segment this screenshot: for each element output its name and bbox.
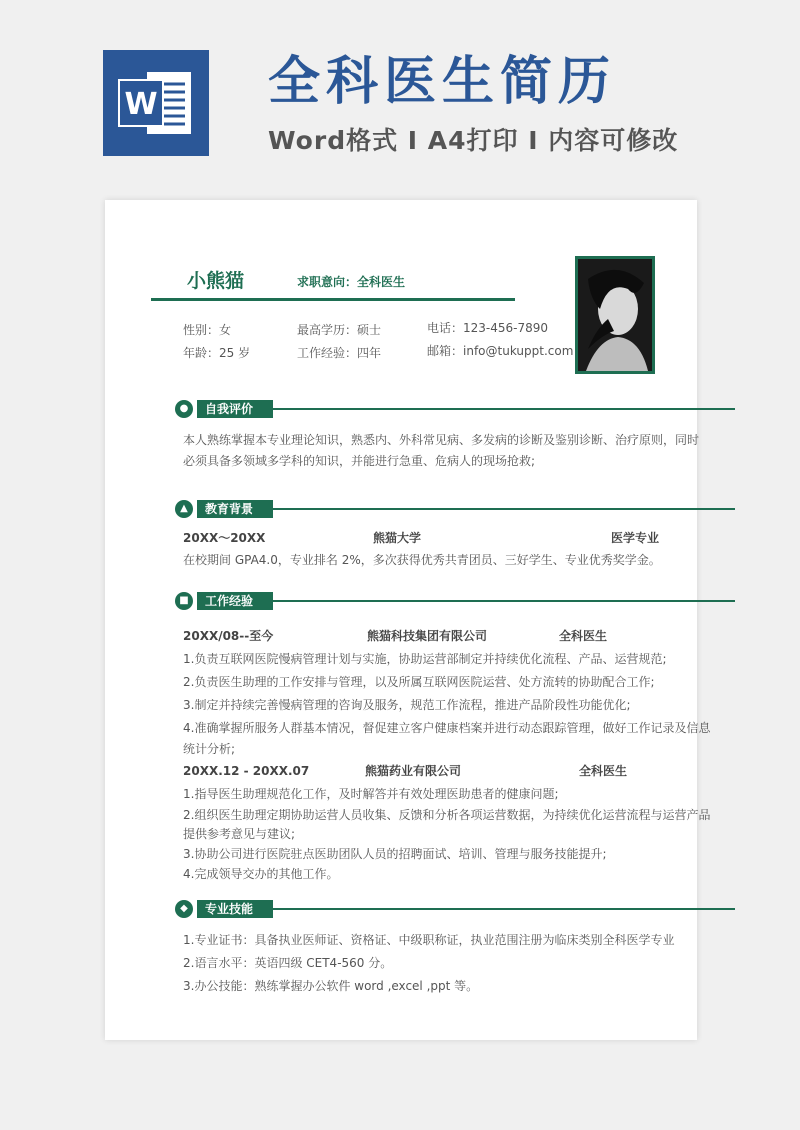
job-duty-line: 2.负责医生助理的工作安排与管理，以及所属互联网医院运营、处方流转的协助配合工作; <box>183 675 655 689</box>
briefcase-icon: ■ <box>175 592 193 610</box>
section-title: 专业技能 <box>197 900 273 918</box>
job-duty-line: 3.制定并持续完善慢病管理的咨询及服务，规范工作流程，推进产品阶段性功能优化; <box>183 698 631 712</box>
work-experience-years: 工作经验：四年 <box>297 346 382 360</box>
job-duty-line: 4.准确掌握所服务人群基本情况，督促建立客户健康档案并进行动态跟踪管理，做好工作记录及信息 <box>183 721 711 735</box>
job-duty-line: 1.指导医生助理规范化工作，及时解答并有效处理医助患者的健康问题; <box>183 787 559 801</box>
skill-line: 2.语言水平：英语四级 CET4-560 分。 <box>183 956 393 970</box>
graduation-cap-icon: ▲ <box>175 500 193 518</box>
phone: 电话：123-456-7890 <box>427 321 549 335</box>
job-period: 20XX.12 - 20XX.07 <box>183 764 310 778</box>
candidate-name: 小熊猫 <box>187 270 245 292</box>
header-divider <box>151 298 515 301</box>
job-duty-line: 4.完成领导交办的其他工作。 <box>183 867 339 881</box>
gender: 性别：女 <box>183 323 232 337</box>
person-icon: ● <box>175 400 193 418</box>
banner-title: 全科医生简历 <box>268 52 617 112</box>
skill-line: 1.专业证书：具备执业医师证、资格证、中级职称证，执业范围注册为临床类别全科医学专业 <box>183 933 675 947</box>
job-duty-line: 1.负责互联网医院慢病管理计划与实施，协助运营部制定并持续优化流程、产品、运营规范; <box>183 652 667 666</box>
education-major: 医学专业 <box>611 531 660 545</box>
section-divider <box>273 408 735 410</box>
banner-subtitle: Word格式 I A4打印 I 内容可修改 <box>268 126 679 155</box>
section-divider <box>273 600 735 602</box>
profile-photo <box>575 256 655 374</box>
section-title: 工作经验 <box>197 592 273 610</box>
job-intent: 求职意向：全科医生 <box>297 275 406 289</box>
education-period: 20XX～20XX <box>183 531 266 545</box>
job-duty-line: 统计分析; <box>183 742 236 756</box>
email: 邮箱：info@tukuppt.com <box>427 344 574 358</box>
job-duty-line: 2.组织医生助理定期协助运营人员收集、反馈和分析各项运营数据，为持续优化运营流程与运营产品 <box>183 808 711 822</box>
section-title: 自我评价 <box>197 400 273 418</box>
section-divider <box>273 908 735 910</box>
job-duty-line: 3.协助公司进行医院驻点医助团队人员的招聘面试、培训、管理与服务技能提升; <box>183 847 607 861</box>
resume-page <box>105 200 711 1040</box>
self-eval-line: 本人熟练掌握本专业理论知识，熟悉内、外科常见病、多发病的诊断及鉴别诊断、治疗原则，同时 <box>183 433 700 447</box>
education-level: 最高学历：硕士 <box>297 323 382 337</box>
section-title: 教育背景 <box>197 500 273 518</box>
skill-line: 3.办公技能：熟练掌握办公软件 word ,excel ,ppt 等。 <box>183 979 479 993</box>
self-eval-line: 必须具备多领域多学科的知识，并能进行急重、危病人的现场抢救; <box>183 454 536 468</box>
book-icon: ◆ <box>175 900 193 918</box>
job-position: 全科医生 <box>579 764 628 778</box>
age: 年龄：25 岁 <box>183 346 251 360</box>
education-detail: 在校期间 GPA4.0，专业排名 2%，多次获得优秀共青团员、三好学生、专业优秀奖学金。 <box>183 553 661 567</box>
job-duty-line: 提供参考意见与建议; <box>183 827 296 841</box>
education-school: 熊猫大学 <box>373 531 422 545</box>
job-company: 熊猫科技集团有限公司 <box>367 629 488 643</box>
section-divider <box>273 508 735 510</box>
job-period: 20XX/08--至今 <box>183 629 274 643</box>
job-position: 全科医生 <box>559 629 608 643</box>
job-company: 熊猫药业有限公司 <box>365 764 462 778</box>
svg-text:W: W <box>124 87 158 122</box>
word-logo <box>103 50 209 156</box>
